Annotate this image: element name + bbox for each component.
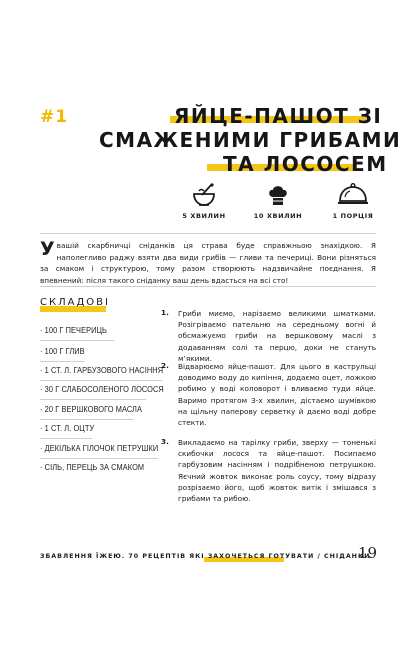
ingredient-divider (40, 380, 162, 381)
cook-time-label: 10 ХВИЛИН (253, 212, 303, 220)
intro-paragraph (40, 240, 376, 286)
prep-time (181, 182, 227, 220)
prep-time-label: 5 ХВИЛИН (182, 212, 226, 220)
ingredient-divider (40, 438, 92, 439)
ingredient-divider (40, 419, 134, 420)
step-text: Гриби миємо, нарізаємо великими шматками. Розігріваємо пательню на середньому вогні й обсмажуємо гриби на вершковому маслі з додаванням солі та перцю, доки не стануть м’якими. (178, 309, 376, 363)
step-number: 1. (161, 308, 169, 317)
divider (40, 286, 376, 287)
intro-text: вашій скарбничці сніданків ця страва буде справжньою знахідкою. Я наполегливо раджу взяти два види грибів — гливи та печериці. Вони різняться за смаком і структурою, тому разом створюють надзвичайне поєднання. Я впевнений: після такого сніданку ваш день вдасться на всі сто! (40, 241, 376, 285)
title-line-3: ТА ЛОСОСЕМ (223, 152, 388, 176)
ingredient-item: · 100 Г ПЕЧЕРИЦЬ (40, 325, 107, 335)
ingredient-divider (40, 399, 146, 400)
ingredient-item: · ДЕКІЛЬКА ГІЛОЧОК ПЕТРУШКИ (40, 443, 159, 453)
divider (40, 233, 376, 234)
page-number: 19 (358, 544, 378, 562)
ingredient-item: · СІЛЬ, ПЕРЕЦЬ ЗА СМАКОМ (40, 462, 145, 472)
ingredient-item: · 100 Г ГЛИВ (40, 346, 85, 356)
step-number: 3. (161, 437, 169, 446)
dropcap: У (40, 238, 55, 260)
recipe-number: #1 (40, 107, 69, 127)
ingredient-item: · 1 СТ. Л. ОЦТУ (40, 423, 95, 433)
ingredient-item: · 20 Г ВЕРШКОВОГО МАСЛА (40, 404, 142, 414)
serving-cloche-icon (336, 182, 370, 208)
step-text: Викладаємо на тарілку гриби, зверху — тоненькі скибочки лосося та яйце-пашот. Посипаємо гарбузовим насінням і подрібненою петрушкою. Яєчний жовток виконає роль соусу, тому відразу розрізаємо його, щоб жовток витік і змішався з грибами та рибою. (178, 438, 376, 504)
mixing-bowl-icon (191, 182, 217, 208)
title-line-2: СМАЖЕНИМИ ГРИБАМИ (99, 128, 402, 152)
servings-label: 1 ПОРЦІЯ (332, 212, 374, 220)
chef-hat-icon (265, 182, 291, 208)
cook-time (255, 182, 301, 220)
step-text: Відварюємо яйце-пашот. Для цього в каструльці доводимо воду до кипіння, додаємо оцет, ложкою робимо у воді коловорот і вливаємо туди яйце. Варимо протягом 3-х хвилин, дістаємо шумівкою на щільну паперову серветку й даємо воді добре стекти. (178, 362, 376, 428)
ingredient-item: · 30 Г СЛАБОСОЛЕНОГО ЛОСОСЯ (40, 384, 164, 394)
ingredient-divider (40, 458, 158, 459)
running-footer: ЗБАВЛЕННЯ ЇЖЕЮ. 70 РЕЦЕПТІВ ЯКІ ЗАХОЧЕТЬСЯ ГОТУВАТИ / СНІДАНКИ (40, 553, 371, 560)
ingredient-item: · 1 СТ. Л. ГАРБУЗОВОГО НАСІННЯ (40, 365, 164, 375)
ingredients-title: СКЛАДОВІ (40, 297, 110, 308)
servings (327, 182, 379, 220)
step-number: 2. (161, 361, 169, 370)
title-line-1: ЯЙЦЕ-ПАШОТ ЗІ (174, 104, 382, 128)
ingredient-divider (40, 340, 114, 341)
ingredient-divider (40, 361, 84, 362)
